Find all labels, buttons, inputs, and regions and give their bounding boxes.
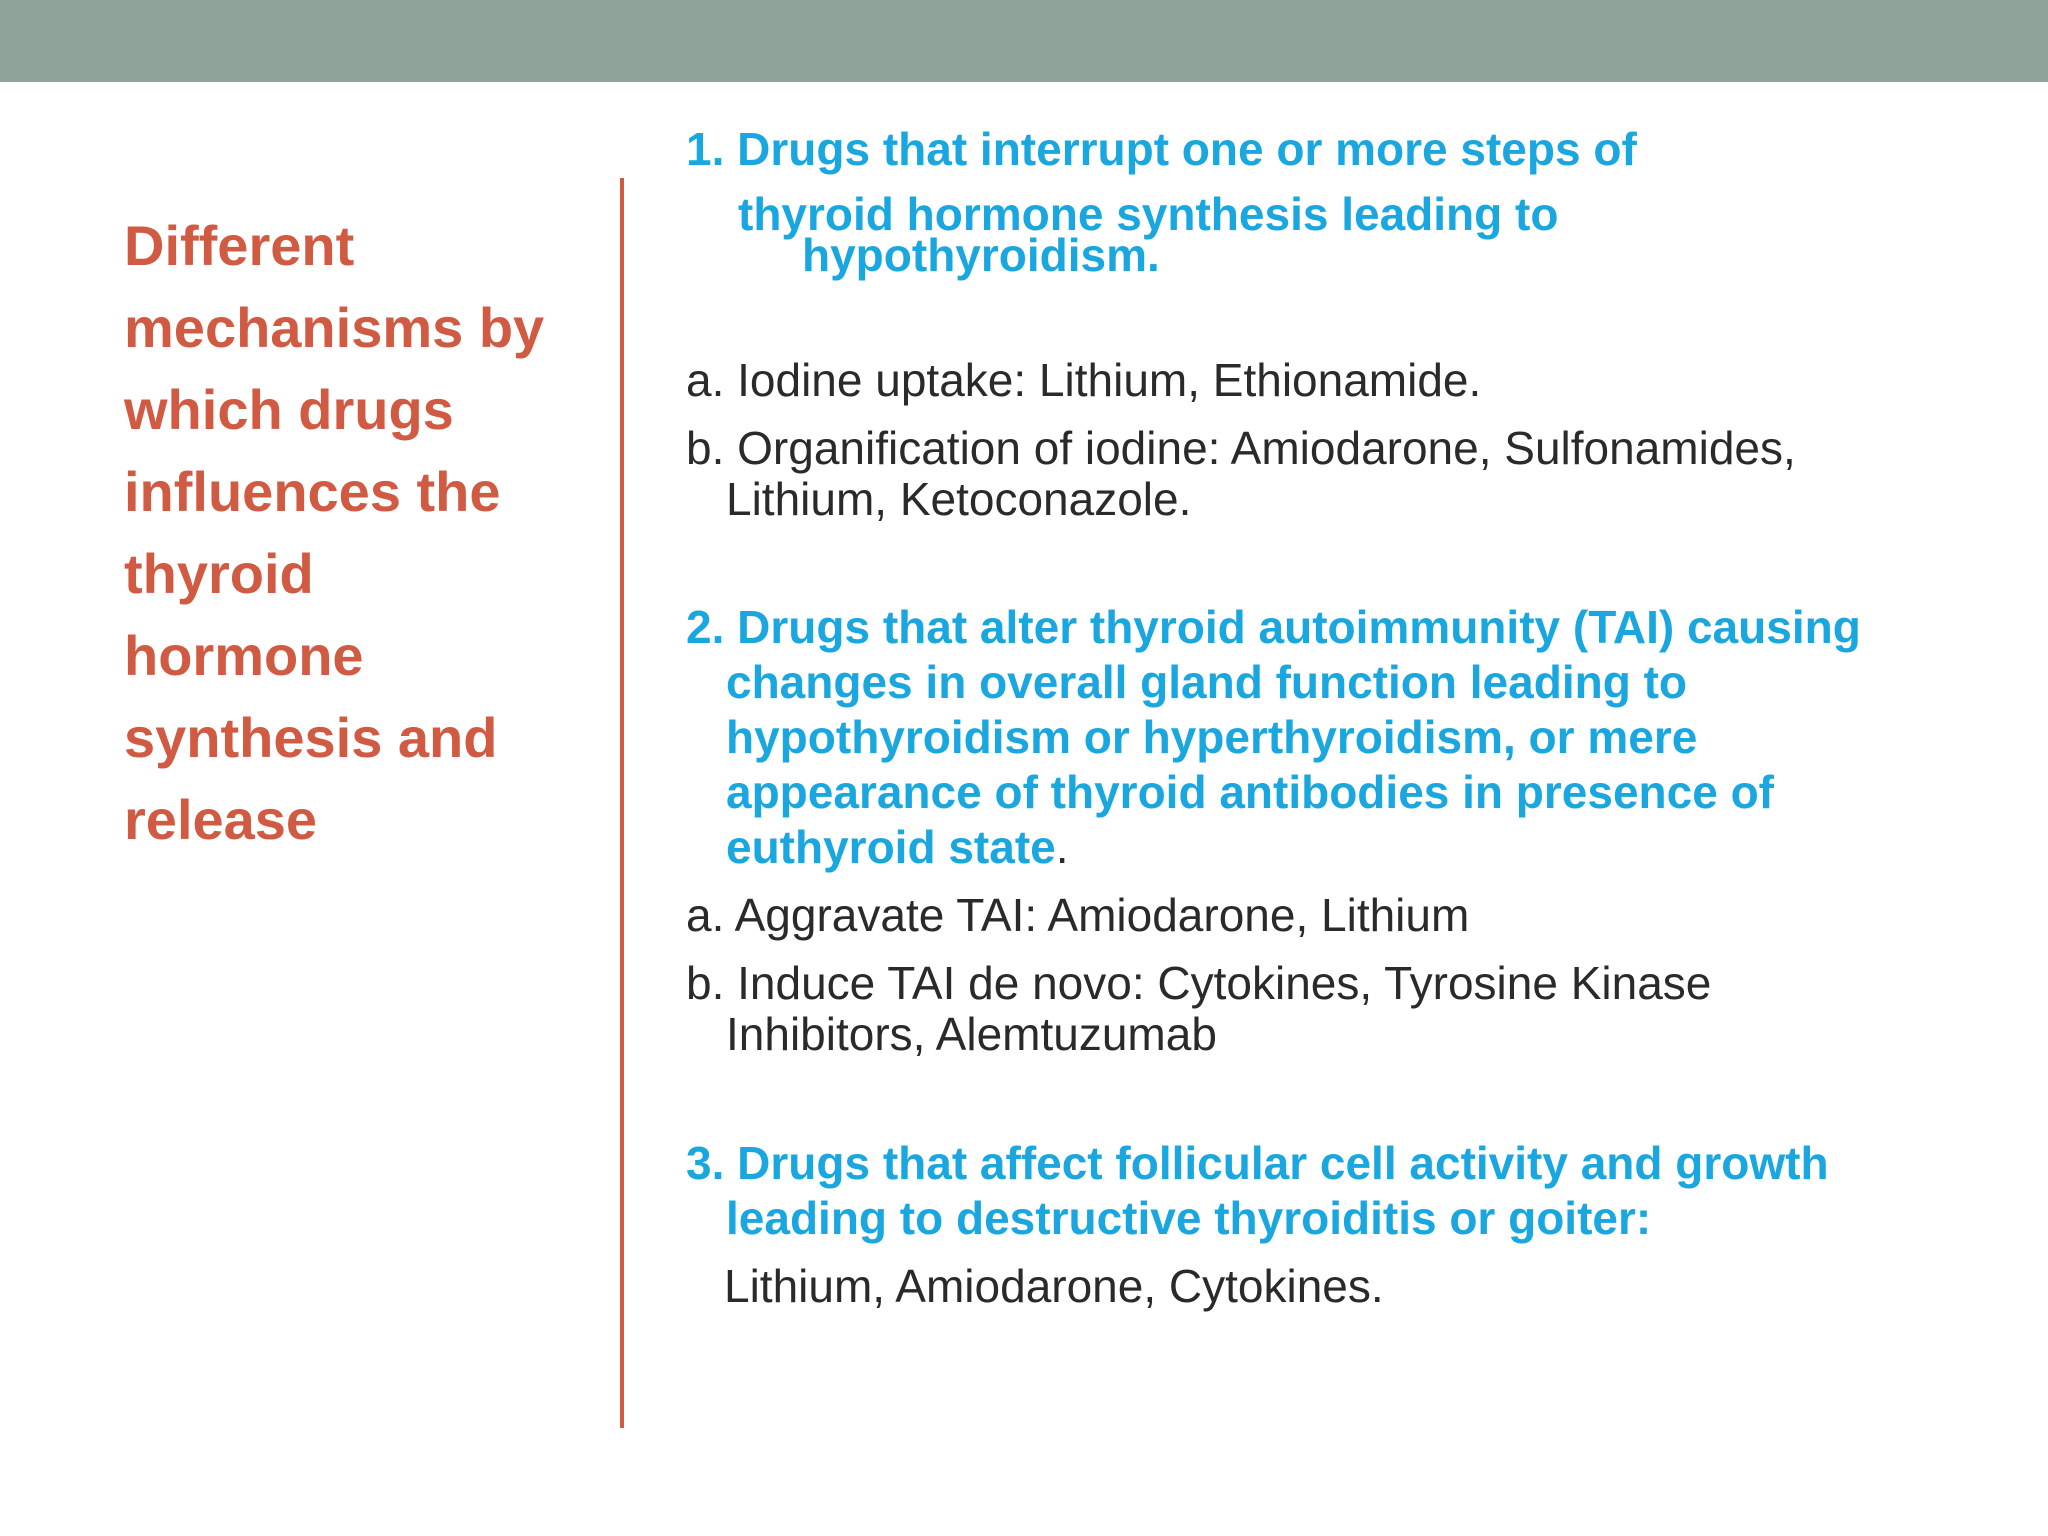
section-2-heading-line: changes in overall gland function leading to — [726, 656, 1687, 708]
section-2-heading-line: 2. Drugs that alter thyroid autoimmunity (TAI) causing — [686, 601, 1861, 653]
section-3-drugs: Lithium, Amiodarone, Cytokines. — [724, 1260, 1384, 1312]
top-banner — [0, 0, 2048, 82]
title-line: influences the — [124, 460, 501, 523]
title-line: release — [124, 788, 318, 851]
section-1-item-b-line: Lithium, Ketoconazole. — [726, 473, 1192, 525]
title-line: synthesis and — [124, 706, 498, 769]
section-1-item-b — [686, 421, 2006, 527]
section-1-item-b-line: b. Organification of iodine: Amiodarone, Sulfonamides, — [686, 422, 1796, 474]
section-2-heading-line: appearance of thyroid antibodies in presence of — [726, 766, 1775, 818]
section-3-heading-line: 3. Drugs that affect follicular cell activity and growth — [686, 1137, 1829, 1189]
content-panel — [686, 122, 2006, 1314]
title-line: which drugs — [124, 378, 454, 441]
section-1-item-a: a. Iodine uptake: Lithium, Ethionamide. — [686, 354, 1482, 406]
title-line: thyroid — [124, 542, 314, 605]
title-line: hormone — [124, 624, 364, 687]
section-3-heading-line: leading to destructive thyroiditis or goiter: — [726, 1192, 1652, 1244]
section-1-heading-line: hypothyroidism. — [802, 229, 1160, 281]
section-2-item-a: a. Aggravate TAI: Amiodarone, Lithium — [686, 889, 1470, 941]
vertical-divider — [620, 178, 624, 1428]
section-3-heading — [686, 1136, 2006, 1246]
title-line: Different — [124, 214, 355, 277]
title-line: mechanisms by — [124, 296, 545, 359]
slide-title — [124, 205, 604, 861]
section-2-item-b-line: Inhibitors, Alemtuzumab — [726, 1008, 1217, 1060]
section-2-heading-period: . — [1055, 821, 1069, 873]
section-1-heading-line: 1. Drugs that interrupt one or more steps of — [686, 123, 1637, 175]
section-2-heading — [686, 600, 2006, 875]
section-2-heading-last: euthyroid state — [726, 821, 1056, 873]
section-2-item-b-line: b. Induce TAI de novo: Cytokines, Tyrosine Kinase — [686, 957, 1712, 1009]
section-2-heading-line: hypothyroidism or hyperthyroidism, or mere — [726, 711, 1698, 763]
section-1-heading — [686, 122, 2006, 283]
section-2-item-b — [686, 956, 2006, 1062]
section-2-heading-line — [686, 820, 2006, 875]
section-1-heading-line: thyroid hormone synthesis leading to — [738, 188, 1559, 240]
